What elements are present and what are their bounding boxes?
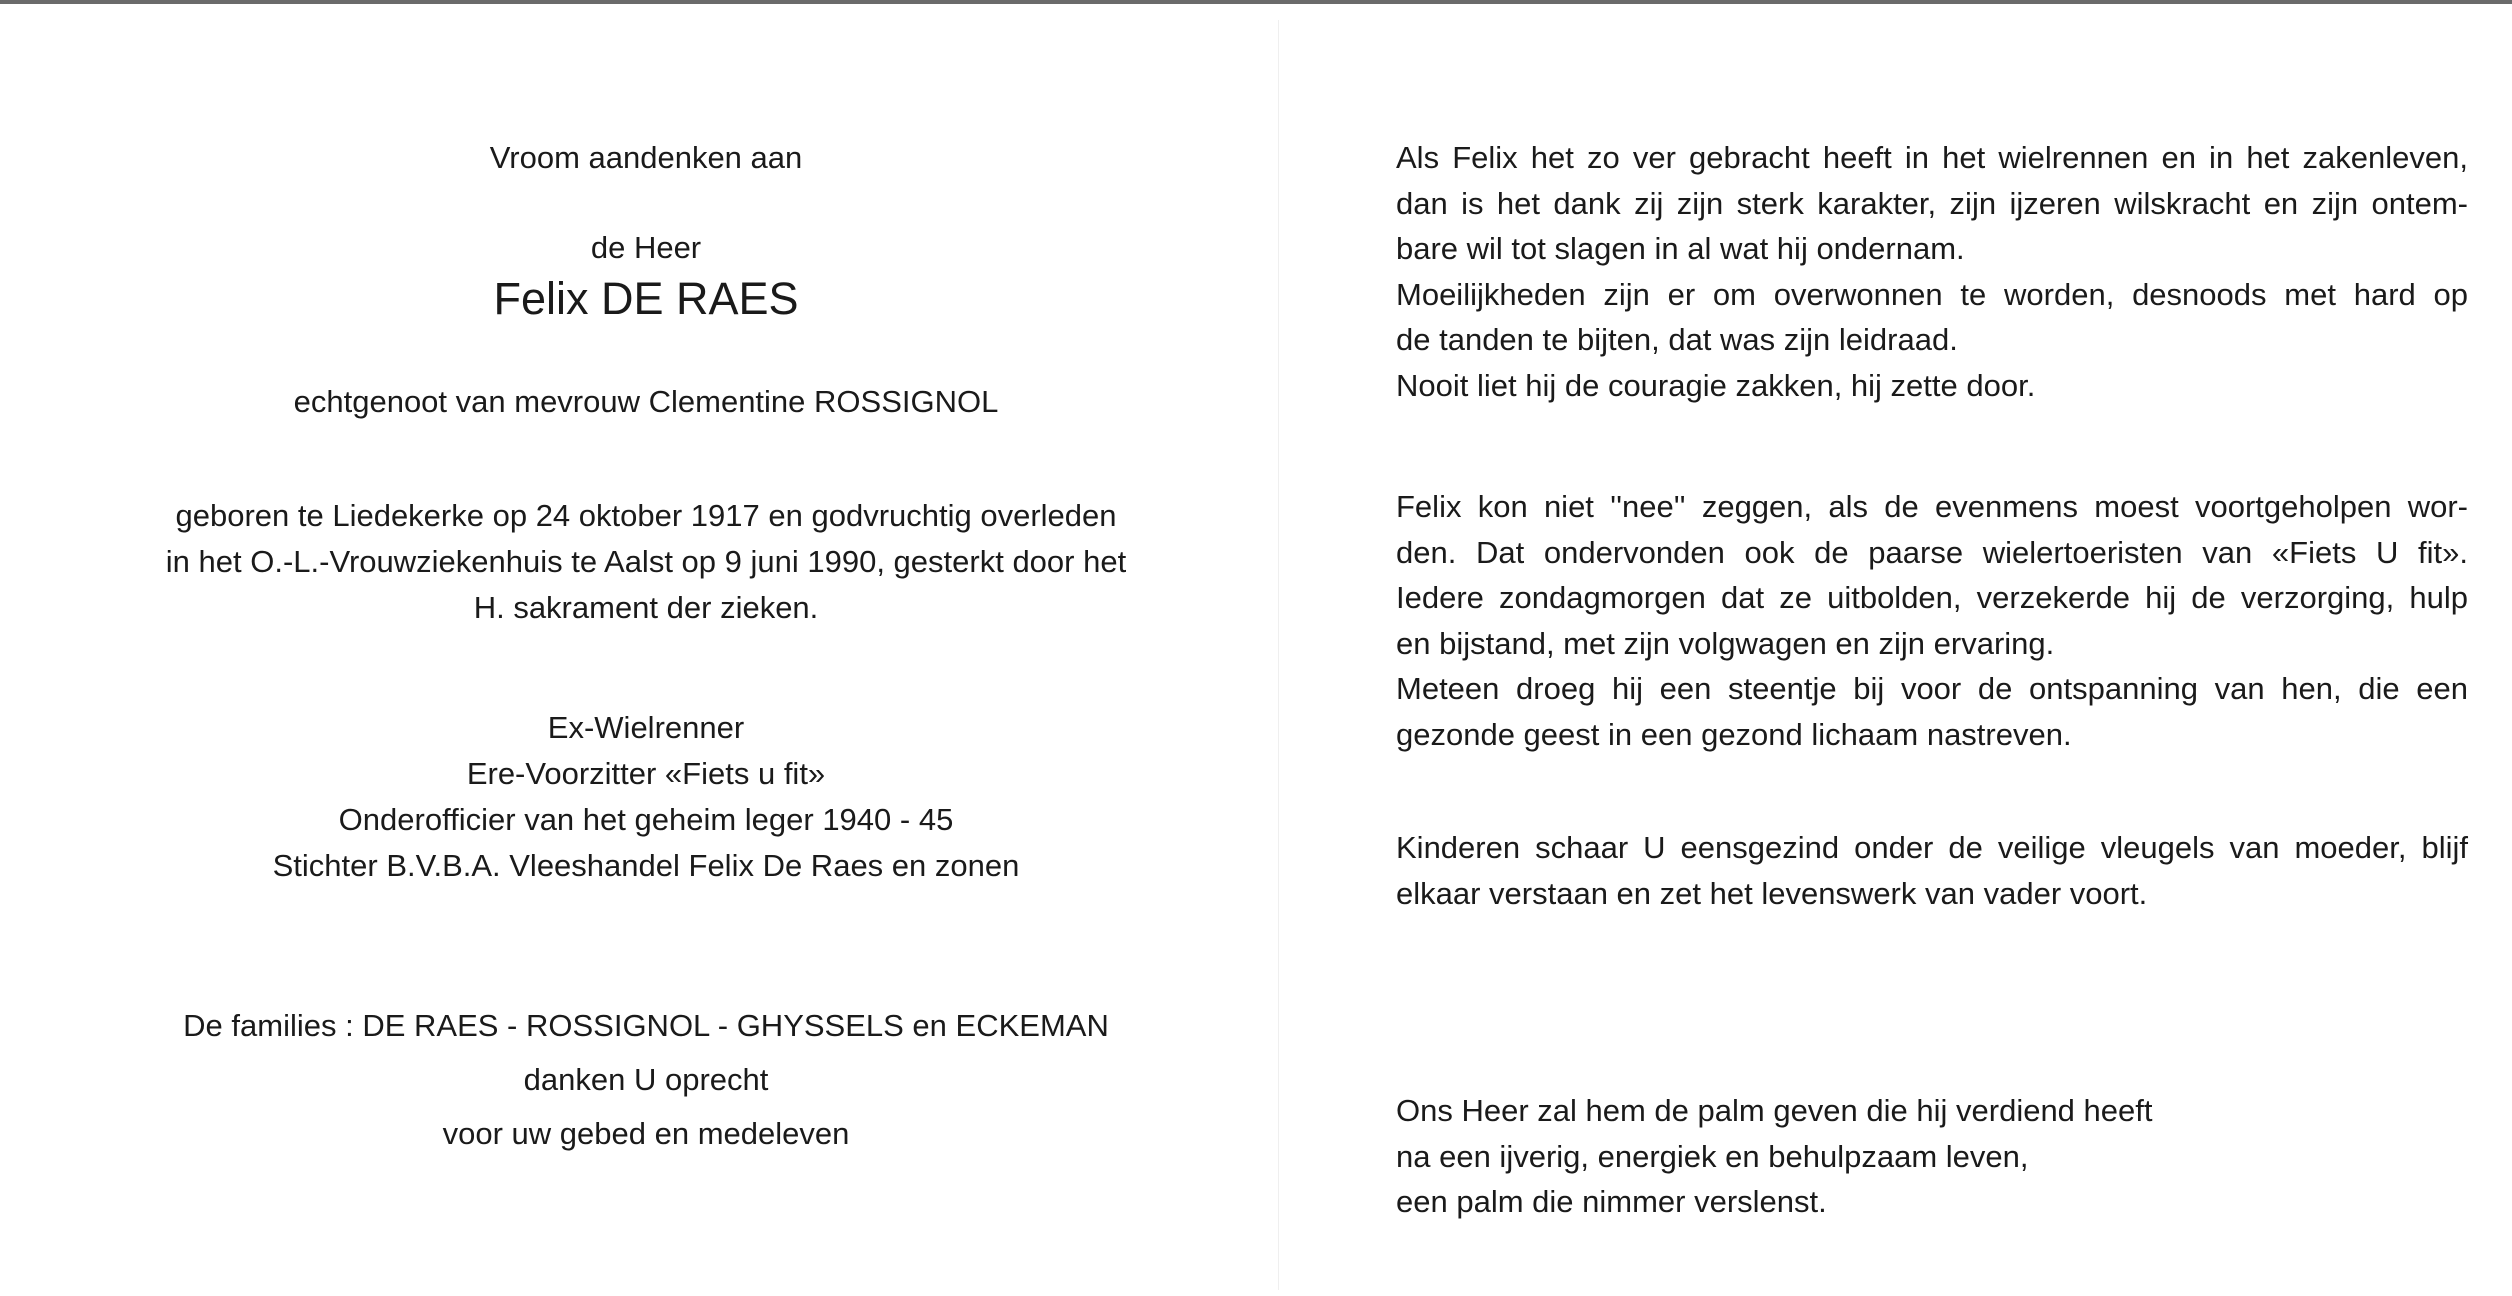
spouse-line: echtgenoot van mevrouw Clementine ROSSIGNOL <box>293 384 999 419</box>
family-line: De families : DE RAES - ROSSIGNOL - GHYSSELS en ECKEMAN <box>183 1008 1109 1043</box>
left-page <box>80 135 1212 1161</box>
title-line: Stichter B.V.B.A. Vleeshandel Felix De Raes en zonen <box>272 848 1020 883</box>
family-line: voor uw gebed en medeleven <box>442 1116 850 1151</box>
top-border <box>0 0 2512 4</box>
paragraph-children <box>1396 825 2468 916</box>
text-line: Kinderen schaar U eensgezind onder de veilige vleugels van moeder, blijf <box>1396 830 2468 865</box>
birth-line: geboren te Liedekerke op 24 oktober 1917 en godvruchtig overleden <box>175 498 1117 533</box>
deceased-name: Felix DE RAES <box>493 273 799 324</box>
birth-line: in het O.-L.-Vrouwziekenhuis te Aalst op 9 juni 1990, gesterkt door het <box>165 544 1127 579</box>
family-thanks-block <box>80 999 1212 1161</box>
text-line: Moeilijkheden zijn er om overwonnen te worden, desnoods met hard op <box>1396 276 2468 312</box>
honorific: de Heer <box>590 230 702 265</box>
paragraph-character <box>1396 135 2468 408</box>
text-line: Als Felix het zo ver gebracht heeft in het wielrennen en in het zakenleven, <box>1396 140 2468 175</box>
title-line: Ex-Wielrenner <box>547 710 745 745</box>
card-fold <box>1278 20 1279 1290</box>
text-line: een palm die nimmer verslenst. <box>1396 1184 1827 1219</box>
text-line: Felix kon niet ''nee'' zeggen, als de evenmens moest voortgeholpen wor- <box>1396 489 2468 524</box>
text-line: en bijstand, met zijn volgwagen en zijn ervaring. <box>1396 625 2055 661</box>
text-line: Nooit liet hij de couragie zakken, hij zette door. <box>1396 367 2036 403</box>
family-line: danken U oprecht <box>523 1062 769 1097</box>
right-page <box>1396 135 2468 1225</box>
text-line: Iedere zondagmorgen dat ze uitbolden, verzekerde hij de verzorging, hulp <box>1396 580 2468 615</box>
birth-death-block <box>80 493 1212 631</box>
text-line: bare wil tot slagen in al wat hij ondernam. <box>1396 231 1965 266</box>
paragraph-helpfulness <box>1396 484 2468 757</box>
birth-line: H. sakrament der zieken. <box>473 590 819 625</box>
text-line: Meteen droeg hij een steentje bij voor de ontspanning van hen, die een <box>1396 671 2468 706</box>
text-line: Ons Heer zal hem de palm geven die hij verdiend heeft <box>1396 1093 2153 1128</box>
titles-block <box>80 705 1212 889</box>
paragraph-palm <box>1396 1088 2468 1225</box>
text-line: gezonde geest in een gezond lichaam nastreven. <box>1396 716 2072 752</box>
text-line: den. Dat ondervonden ook de paarse wielertoeristen van «Fiets U fit». <box>1396 534 2468 570</box>
text-line: de tanden te bijten, dat was zijn leidraad. <box>1396 322 1958 357</box>
text-line: elkaar verstaan en zet het levenswerk van vader voort. <box>1396 875 2148 911</box>
title-line: Onderofficier van het geheim leger 1940 - 45 <box>338 802 954 837</box>
title-line: Ere-Voorzitter «Fiets u fit» <box>466 756 826 791</box>
intro-line: Vroom aandenken aan <box>489 140 803 175</box>
text-line: na een ijverig, energiek en behulpzaam leven, <box>1396 1138 2029 1174</box>
text-line: dan is het dank zij zijn sterk karakter, zijn ijzeren wilskracht en zijn ontem- <box>1396 185 2468 221</box>
